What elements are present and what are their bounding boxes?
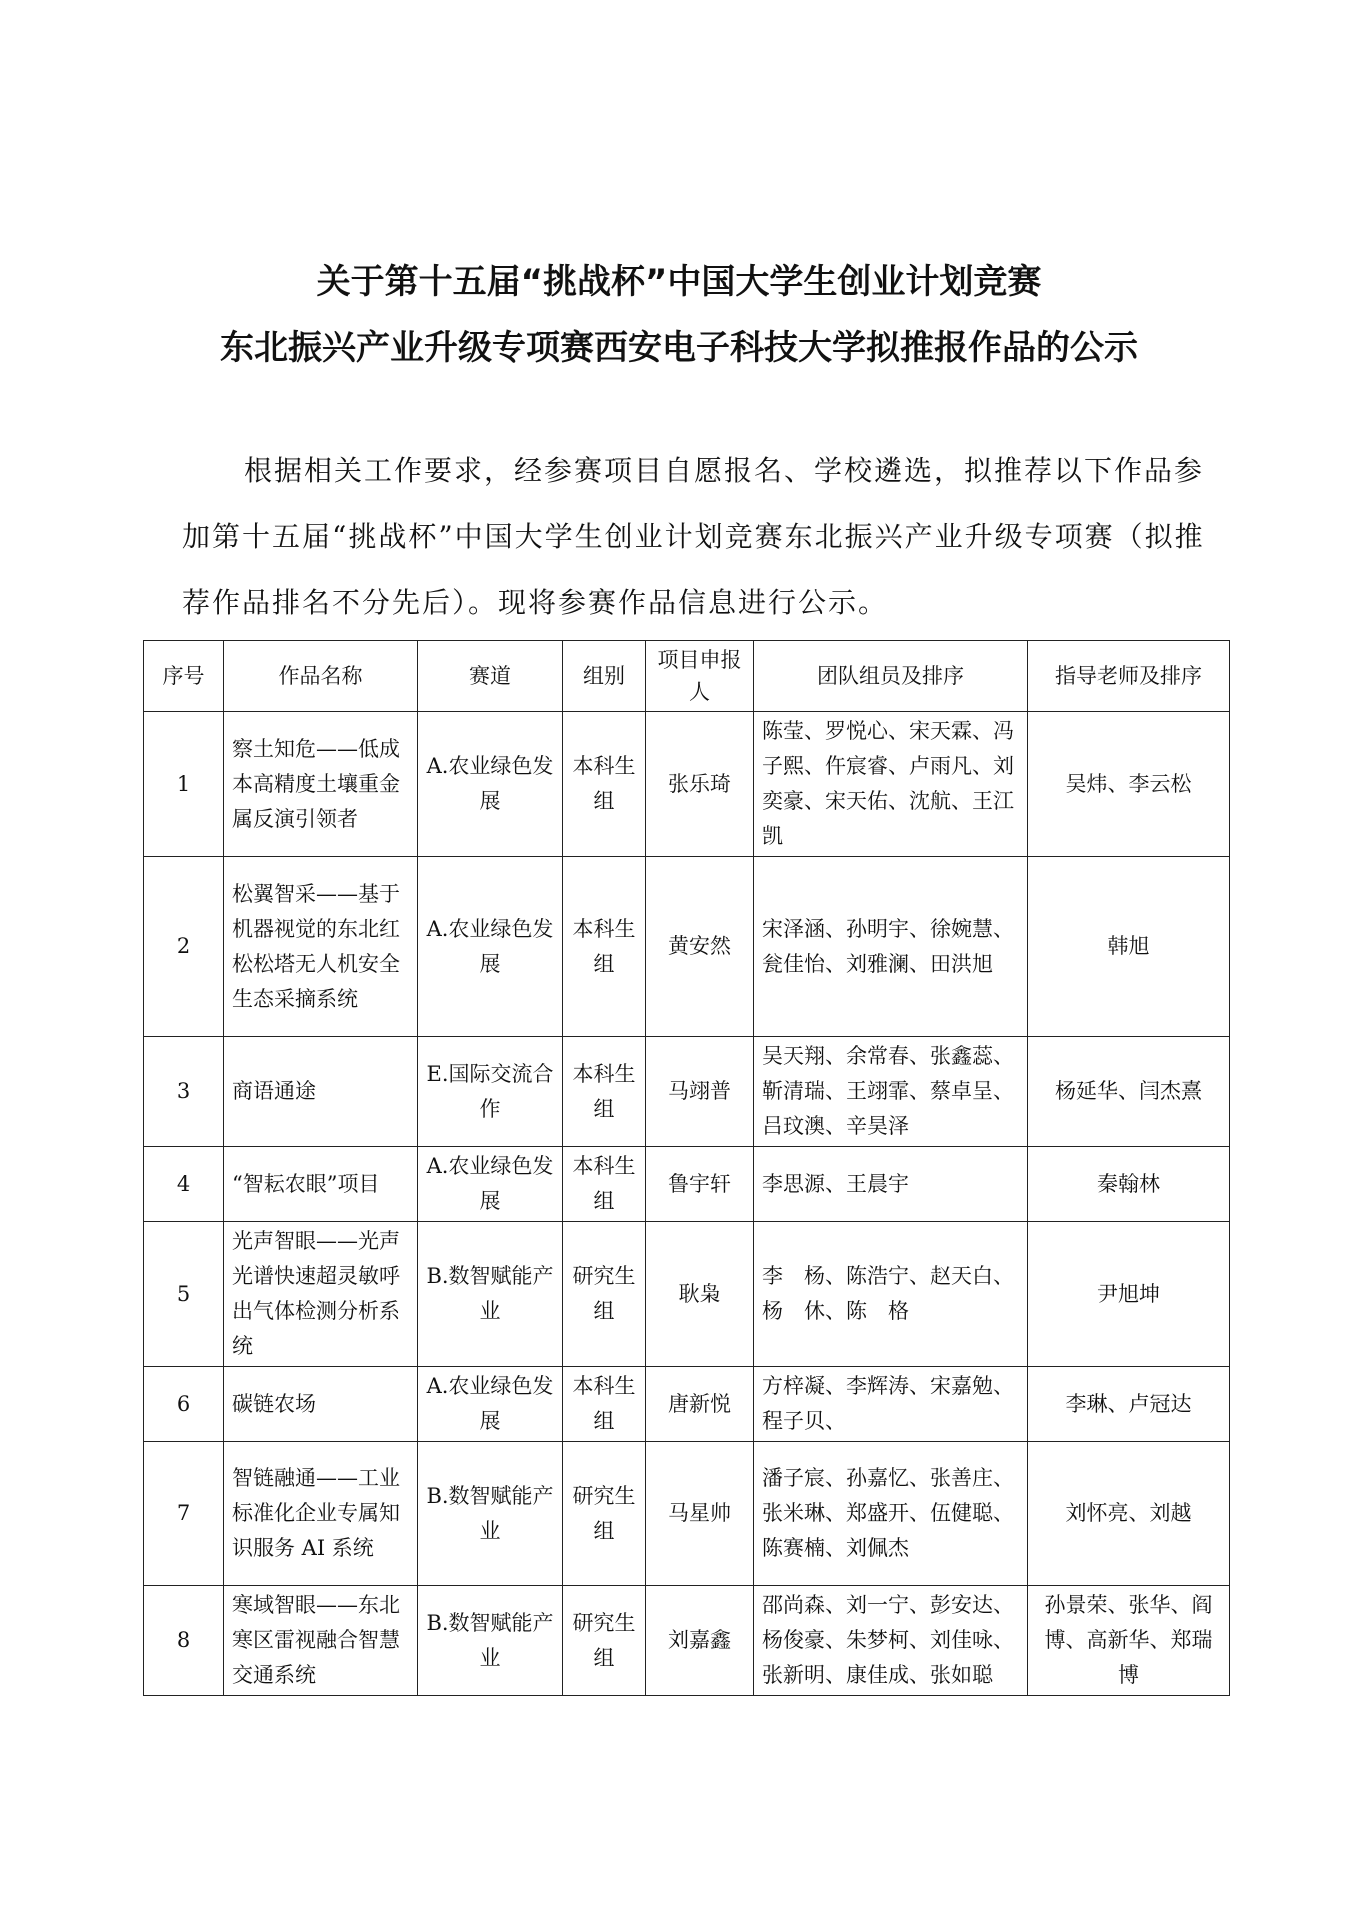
cell-group: 本科生组 — [563, 1367, 646, 1442]
cell-group: 本科生组 — [563, 1037, 646, 1147]
cell-applicant: 马星帅 — [646, 1442, 754, 1586]
header-advisor: 指导老师及排序 — [1028, 641, 1230, 712]
works-table — [143, 640, 1230, 1696]
cell-team: 陈莹、罗悦心、宋天霖、冯子熙、仵宸睿、卢雨凡、刘奕豪、宋天佑、沈航、王江凯 — [754, 712, 1028, 857]
cell-team: 李思源、王晨宇 — [754, 1147, 1028, 1222]
cell-group: 本科生组 — [563, 1147, 646, 1222]
cell-advisor: 秦翰林 — [1028, 1147, 1230, 1222]
cell-track: B.数智赋能产业 — [418, 1442, 563, 1586]
header-group: 组别 — [563, 641, 646, 712]
cell-team: 方梓凝、李辉涛、宋嘉勉、程子贝、 — [754, 1367, 1028, 1442]
cell-no: 4 — [144, 1147, 224, 1222]
table-row — [144, 1147, 1230, 1222]
cell-track: A.农业绿色发展 — [418, 712, 563, 857]
cell-track: A.农业绿色发展 — [418, 1147, 563, 1222]
cell-track: B.数智赋能产业 — [418, 1222, 563, 1367]
cell-track: E.国际交流合作 — [418, 1037, 563, 1147]
table-row — [144, 1442, 1230, 1586]
cell-name: 碳链农场 — [224, 1367, 418, 1442]
cell-name: 寒域智眼——东北寒区雷视融合智慧交通系统 — [224, 1586, 418, 1696]
cell-team: 邵尚森、刘一宁、彭安达、杨俊豪、朱梦柯、刘佳咏、张新明、康佳成、张如聪 — [754, 1586, 1028, 1696]
table-row — [144, 1586, 1230, 1696]
cell-advisor: 尹旭坤 — [1028, 1222, 1230, 1367]
cell-applicant: 耿枭 — [646, 1222, 754, 1367]
cell-group: 研究生组 — [563, 1586, 646, 1696]
cell-no: 3 — [144, 1037, 224, 1147]
cell-name: 松翼智采——基于机器视觉的东北红松松塔无人机安全生态采摘系统 — [224, 857, 418, 1037]
cell-team: 吴天翔、余常春、张鑫蕊、靳清瑞、王翊霏、蔡卓呈、吕玟澳、辛昊泽 — [754, 1037, 1028, 1147]
cell-no: 2 — [144, 857, 224, 1037]
cell-group: 研究生组 — [563, 1222, 646, 1367]
document-title-line-2: 东北振兴产业升级专项赛西安电子科技大学拟推报作品的公示 — [220, 328, 1138, 368]
cell-group: 本科生组 — [563, 712, 646, 857]
cell-team: 李 杨、陈浩宁、赵天白、杨 休、陈 格 — [754, 1222, 1028, 1367]
cell-team: 潘子宸、孙嘉忆、张善庄、张米琳、郑盛开、伍健聪、陈赛楠、刘佩杰 — [754, 1442, 1028, 1586]
cell-team: 宋泽涵、孙明宇、徐婉慧、瓮佳怡、刘雅澜、田洪旭 — [754, 857, 1028, 1037]
header-applicant: 项目申报人 — [646, 641, 754, 712]
cell-track: B.数智赋能产业 — [418, 1586, 563, 1696]
cell-advisor: 孙景荣、张华、阎博、高新华、郑瑞博 — [1028, 1586, 1230, 1696]
cell-group: 研究生组 — [563, 1442, 646, 1586]
cell-advisor: 李琳、卢冠达 — [1028, 1367, 1230, 1442]
header-no: 序号 — [144, 641, 224, 712]
cell-name: 商语通途 — [224, 1037, 418, 1147]
cell-no: 5 — [144, 1222, 224, 1367]
cell-track: A.农业绿色发展 — [418, 1367, 563, 1442]
cell-applicant: 黄安然 — [646, 857, 754, 1037]
cell-name: 智链融通——工业标准化企业专属知识服务 AI 系统 — [224, 1442, 418, 1586]
table-row — [144, 1367, 1230, 1442]
cell-track: A.农业绿色发展 — [418, 857, 563, 1037]
cell-applicant: 鲁宇轩 — [646, 1147, 754, 1222]
table-row — [144, 1037, 1230, 1147]
cell-advisor: 吴炜、李云松 — [1028, 712, 1230, 857]
cell-applicant: 马翊普 — [646, 1037, 754, 1147]
table-row — [144, 1222, 1230, 1367]
intro-paragraph: 根据相关工作要求，经参赛项目自愿报名、学校遴选，拟推荐以下作品参加第十五届“挑战杯”中国大学生创业计划竞赛东北振兴产业升级专项赛（拟推荐作品排名不分先后）。现将参赛作品信息进行公示。 — [182, 454, 1205, 619]
cell-no: 6 — [144, 1367, 224, 1442]
cell-applicant: 刘嘉鑫 — [646, 1586, 754, 1696]
table-header-row — [144, 641, 1230, 712]
header-track: 赛道 — [418, 641, 563, 712]
document-title-line-1: 关于第十五届“挑战杯”中国大学生创业计划竞赛 — [316, 262, 1042, 302]
cell-advisor: 杨延华、闫杰熹 — [1028, 1037, 1230, 1147]
table-row — [144, 712, 1230, 857]
cell-applicant: 张乐琦 — [646, 712, 754, 857]
header-team: 团队组员及排序 — [754, 641, 1028, 712]
cell-advisor: 韩旭 — [1028, 857, 1230, 1037]
cell-name: “智耘农眼”项目 — [224, 1147, 418, 1222]
cell-applicant: 唐新悦 — [646, 1367, 754, 1442]
cell-name: 察土知危——低成本高精度土壤重金属反演引领者 — [224, 712, 418, 857]
cell-advisor: 刘怀亮、刘越 — [1028, 1442, 1230, 1586]
table-row — [144, 857, 1230, 1037]
cell-name: 光声智眼——光声光谱快速超灵敏呼出气体检测分析系统 — [224, 1222, 418, 1367]
cell-group: 本科生组 — [563, 857, 646, 1037]
cell-no: 8 — [144, 1586, 224, 1696]
header-name: 作品名称 — [224, 641, 418, 712]
cell-no: 1 — [144, 712, 224, 857]
cell-no: 7 — [144, 1442, 224, 1586]
